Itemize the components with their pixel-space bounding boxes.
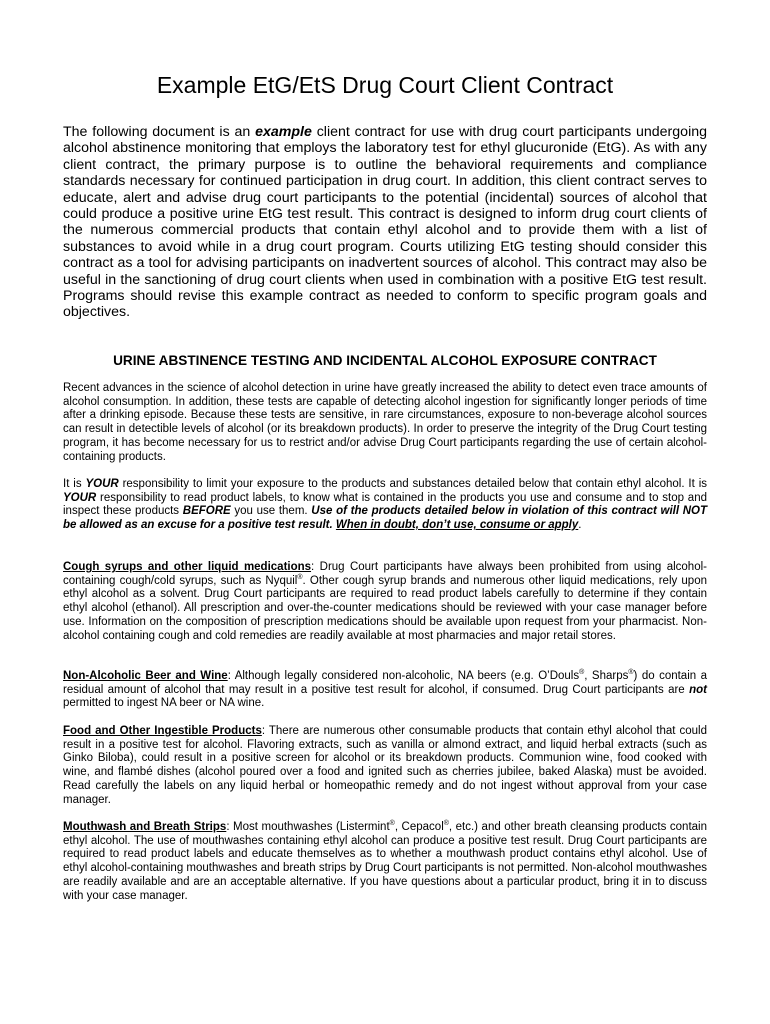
para-text: : Drug Court participants have always been prohibited from using alcohol-containing cough/cold syrups, such as Nyquil bbox=[63, 561, 707, 587]
registered-mark: ® bbox=[443, 820, 449, 828]
emphasis-before: BEFORE bbox=[182, 505, 231, 518]
intro-paragraph bbox=[63, 124, 707, 321]
para-text: , etc.) and other breath cleansing products contain ethyl alcohol. The use of mouthwashes containing ethyl alcohol can produce a positive test result. Drug Court participants are required to read product labels and educate themselves as to whether a mouthwash product contains ethyl alcohol. Use of ethyl alcohol-containing mouthwashes and breath strips by Drug Court participants is not permitted. Non-alcohol mouthwashes are readily available and are an acceptable alternative. If you have questions about a particular product, bring it in to discuss with your case manager. bbox=[63, 821, 707, 902]
section-heading: Food and Other Ingestible Products bbox=[63, 725, 262, 737]
para-text: responsibility to read product labels, to know what is contained in the products you use and consume and to stop and inspect these products bbox=[63, 491, 707, 518]
cough-syrup-section bbox=[63, 561, 707, 643]
science-paragraph: Recent advances in the science of alcohol detection in urine have greatly increased the ability to detect even trace amounts of alcohol consumption. In addition, these tests are capable of detecting alcohol ingestion for significantly longer periods of time after a drinking episode. Because these tests are sensitive, in rare circumstances, exposure to non-beverage alcohol sources can result in detectible levels of alcohol (or its breakdown products). In order to preserve the integrity of the Drug Court testing program, it has become necessary for us to restrict and/or advise Drug Court participants regarding the use of certain alcohol-containing products. bbox=[63, 382, 707, 463]
section-heading: Cough syrups and other liquid medications bbox=[63, 561, 312, 573]
intro-text: client contract for use with drug court participants undergoing alcohol abstinence monitoring that employs the laboratory test for ethyl glucuronide (EtG). As with any client contract, the primary purpose is to outline the behavioral requirements and compliance standards necessary for continued participation in drug court. In addition, this client contract serves to educate, alert and advise drug court participants to the potential (incidental) sources of alcohol that could produce a positive urine EtG test result. This contract is designed to inform drug court clients of the numerous commercial products that contain ethyl alcohol and to provide them with a list of substances to avoid while in a drug court program. Courts utilizing EtG testing should consider this contract as a tool for advising participants on inadvertent sources of alcohol. This contract may also be useful in the sanctioning of drug court clients when used in combination with a positive EtG test result. Programs should revise this example contract as needed to conform to specific program goals and objectives. bbox=[63, 124, 707, 321]
emphasis-not: not bbox=[689, 683, 707, 696]
para-text: : Although legally considered non-alcoholic, NA beers (e.g. O’Douls bbox=[227, 670, 580, 682]
contract-heading: URINE ABSTINENCE TESTING AND INCIDENTAL ALCOHOL EXPOSURE CONTRACT bbox=[113, 353, 657, 368]
section-heading: Mouthwash and Breath Strips bbox=[63, 821, 227, 833]
para-text: , Sharps bbox=[584, 670, 629, 682]
para-text: : Most mouthwashes (Listermint bbox=[226, 821, 390, 833]
na-beer-wine-section bbox=[63, 670, 707, 711]
intro-text: The following document is an bbox=[63, 124, 256, 140]
responsibility-paragraph bbox=[63, 478, 707, 533]
document-title: Example EtG/EtS Drug Court Client Contract bbox=[156, 72, 614, 98]
emphasis-your: YOUR bbox=[85, 478, 119, 490]
section-heading: Non-Alcoholic Beer and Wine bbox=[63, 670, 228, 682]
food-products-section bbox=[63, 725, 707, 807]
para-text: , Cepacol bbox=[394, 821, 444, 833]
para-text: permitted to ingest NA beer or NA wine. bbox=[63, 697, 265, 710]
para-text: ) do contain a residual amount of alcohol that may result in a positive test result for alcohol, if consumed. Drug Court participants are bbox=[63, 670, 708, 696]
intro-emphasis: example bbox=[255, 124, 312, 140]
contract-warning: Use of the products detailed below in violation of this contract will NOT be allowed as an excuse for a positive test result. bbox=[63, 505, 708, 532]
para-text: you use them. bbox=[230, 505, 312, 518]
para-text: . bbox=[578, 519, 582, 532]
registered-mark: ® bbox=[297, 573, 303, 581]
when-in-doubt-note: When in doubt, don’t use, consume or apply bbox=[335, 519, 579, 532]
registered-mark: ® bbox=[628, 669, 634, 677]
registered-mark: ® bbox=[579, 669, 585, 677]
para-text: responsibility to limit your exposure to the products and substances detailed below that contain ethyl alcohol. It is bbox=[118, 478, 707, 490]
para-text: It is bbox=[63, 478, 86, 490]
para-text: . Other cough syrup brands and numerous other liquid medications, rely upon ethyl alcohol as a solvent. Drug Court participants are required to read product labels carefully to determine if they contain ethyl alcohol (ethanol). All prescription and over-the-counter medications should be reviewed with your case manager before use. Information on the composition of prescription medications should be available upon request from your pharmacist. Non-alcohol containing cough and cold remedies are readily available at most pharmacies and major retail stores. bbox=[63, 574, 707, 642]
emphasis-your: YOUR bbox=[63, 491, 97, 504]
mouthwash-section bbox=[63, 821, 707, 903]
registered-mark: ® bbox=[389, 820, 395, 828]
para-text: : There are numerous other consumable products that contain ethyl alcohol that could result in a positive test for alcohol. Flavoring extracts, such as vanilla or almond extract, and liquid herbal extracts (such as Ginko Biloba), could result in a positive screen for alcohol or its breakdown products. Communion wine, food cooked with wine, and flambé dishes (alcohol poured over a food and ignited such as cherries jubilee, baked Alaska) must be avoided. Read carefully the labels on any liquid herbal or homeopathic remedy and do not ingest without approval from your case manager. bbox=[63, 725, 707, 806]
